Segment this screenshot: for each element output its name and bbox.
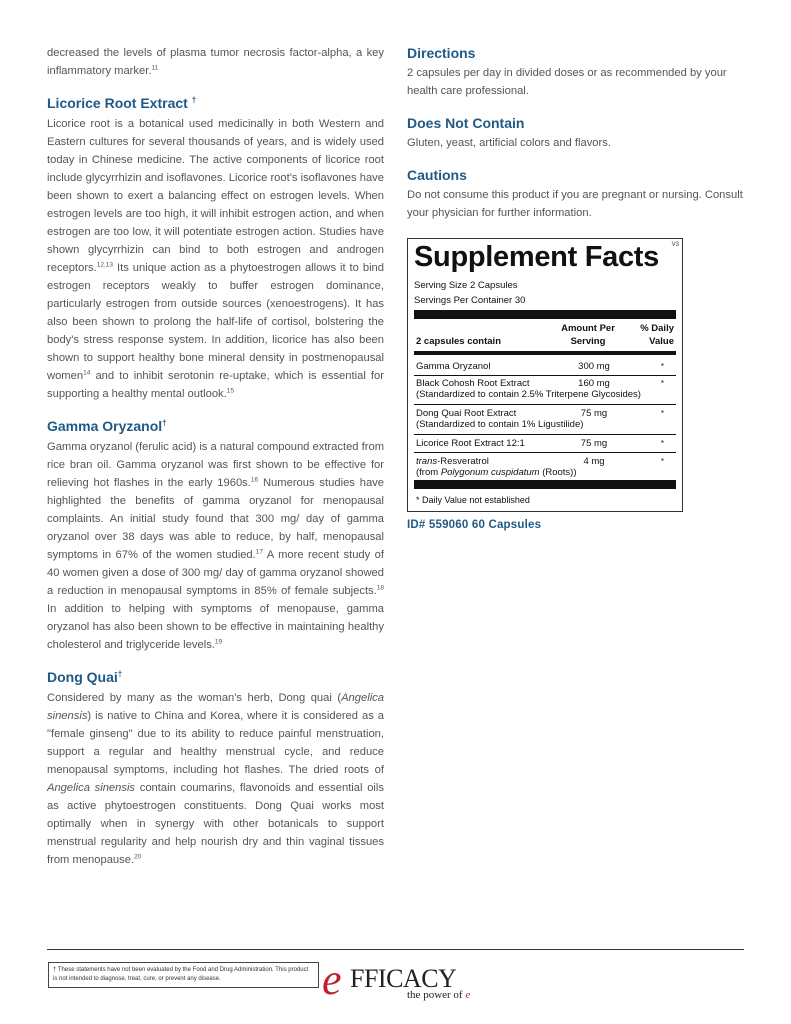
row-divider — [414, 375, 676, 376]
row-divider — [414, 434, 676, 435]
intro-paragraph: decreased the levels of plasma tumor necrosis factor-alpha, a key inflammatory marker.$^{11}$ — [47, 47, 384, 77]
does-not-contain-heading: Does Not Contain — [407, 115, 525, 131]
footer-rule — [47, 949, 744, 950]
directions-text: 2 capsules per day in divided doses or as recommended by your health care professional. — [407, 67, 727, 97]
cautions-text: Do not consume this product if you are pregnant or nursing. Consult your physician for further information. — [407, 189, 743, 219]
facts-footnote: * Daily Value not established — [416, 495, 530, 505]
does-not-contain-section — [407, 114, 747, 152]
gamma-section — [47, 417, 384, 654]
row-divider — [414, 452, 676, 453]
fda-disclaimer: † These statements have not been evaluated by the Food and Drug Administration. This product is not intended to diagnose, treat, cure, or prevent any disease. — [48, 962, 319, 988]
dong-quai-paragraph: Considered by many as the woman's herb, Dong quai (Angelica sinensis) is native to China and Korea, where it is considered as a "female ginseng" due to its ability to reduce painful menstruation, support a regular and healthy menstrual cycle, and reduce menopausal symptoms, including hot flashes. The dried roots of Angelica sinensis contain coumarins, flavonoids and essential oils as active phytoestrogen constituents. Dong Quai works most optimally when in synergy with other botanicals to support menstrual regularity and help nourish dry and thin vaginal tissues from menopause.$^{20}$ — [47, 692, 384, 866]
right-column — [407, 44, 747, 236]
dong-quai-heading: Dong Quai† — [47, 669, 123, 685]
supplement-facts-title: Supplement Facts — [414, 241, 659, 273]
does-not-contain-text: Gluten, yeast, artificial colors and flavors. — [407, 137, 611, 149]
supplement-facts-panel: V3 Supplement Facts Serving Size 2 Capsules Servings Per Container 30 Amount Per Serving % Daily Value 2 capsules contain Gamma Oryzanol 300 mg * Black Cohosh Root Extract 160 mg * (Standardized to contain 2.5% Triterpene Glycosides) Dong Quai Root Extract 75 mg * (Standardized to contain 1% Ligustilide) Licorice Root Extract 12:1 75 mg * trans-Resveratrol 4 mg * (from Polygonum cuspidatum (Roots)) * Daily Value not established — [407, 238, 683, 512]
row-divider — [414, 404, 676, 405]
directions-heading: Directions — [407, 45, 476, 61]
cautions-section — [407, 166, 747, 222]
directions-section — [407, 44, 747, 100]
left-column — [47, 44, 384, 869]
licorice-section — [47, 94, 384, 403]
gamma-heading: Gamma Oryzanol† — [47, 418, 167, 434]
capsules-contain-header: 2 capsules contain — [416, 336, 502, 347]
licorice-heading: Licorice Root Extract † — [47, 95, 197, 111]
efficacy-logo: e FFICACY the power of e — [322, 955, 471, 1004]
cautions-heading: Cautions — [407, 167, 467, 183]
servings-per-container: Servings Per Container 30 — [414, 295, 526, 306]
medium-divider — [414, 351, 676, 355]
daily-value-header: % Daily Value — [640, 323, 674, 347]
gamma-paragraph: Gamma oryzanol (ferulic acid) is a natural compound extracted from rice bran oil. Gamma oryzanol was first shown to be effective for relieving hot flashes in the early 1960s.$^{16}$ Numerous studies have highlighted the benefits of gamma oryzanol for menopausal complaints. An initial study found that 300 mg/ day of gamma oryzanol over 38 days was able to reduce, by half, menopausal symptoms in 67% of the women studied.$^{17}$ A more recent study of 40 women given a dose of 300 mg/ day of gamma oryzanol showed a reduction in menopausal symptoms in 85% of female subjects.$^{18}$ In addition to helping with symptoms of menopause, gamma oryzanol has also been shown to be effective in maintaining healthy cholesterol and triglyceride levels.$^{19}$ — [47, 441, 385, 651]
licorice-paragraph: Licorice root is a botanical used medicinally in both Western and Eastern cultures for several thousands of years, and is widely used today in Chinese medicine. The active components of licorice root include glycyrrhizin and isoflavones. Licorice root's isoflavones have been shown to exert a balancing effect on estrogen levels. When estrogen levels are too high, it will inhibit estrogen action, and when estrogen are too low, it will potentiate estrogen action. Studies have shown glycyrrhizin can bind to both estrogen and androgen receptors.$^{12,13}$ Its unique action as a phytoestrogen allows it to bind estrogen receptors weakly to buffer estrogen dominance, particularly estrogen from outside sources (xenoestrogens). It has also been shown to prolong the half-life of cortisol, bolstering the body's stress response system. In addition, licorice has also been shown to support healthy bone mineral density in postmenopausal women$^{14}$ and to inhibit serotonin re-uptake, which is essential for supporting a healthy mental outlook.$^{15}$ — [47, 118, 384, 400]
amount-per-serving-header: Amount Per Serving — [561, 323, 615, 347]
thick-divider — [414, 310, 676, 319]
thick-divider-bottom — [414, 480, 676, 489]
version-label: V3 — [671, 242, 679, 248]
product-id: ID# 559060 60 Capsules — [407, 519, 542, 531]
dong-quai-section — [47, 668, 384, 869]
serving-size: Serving Size 2 Capsules — [414, 280, 518, 291]
